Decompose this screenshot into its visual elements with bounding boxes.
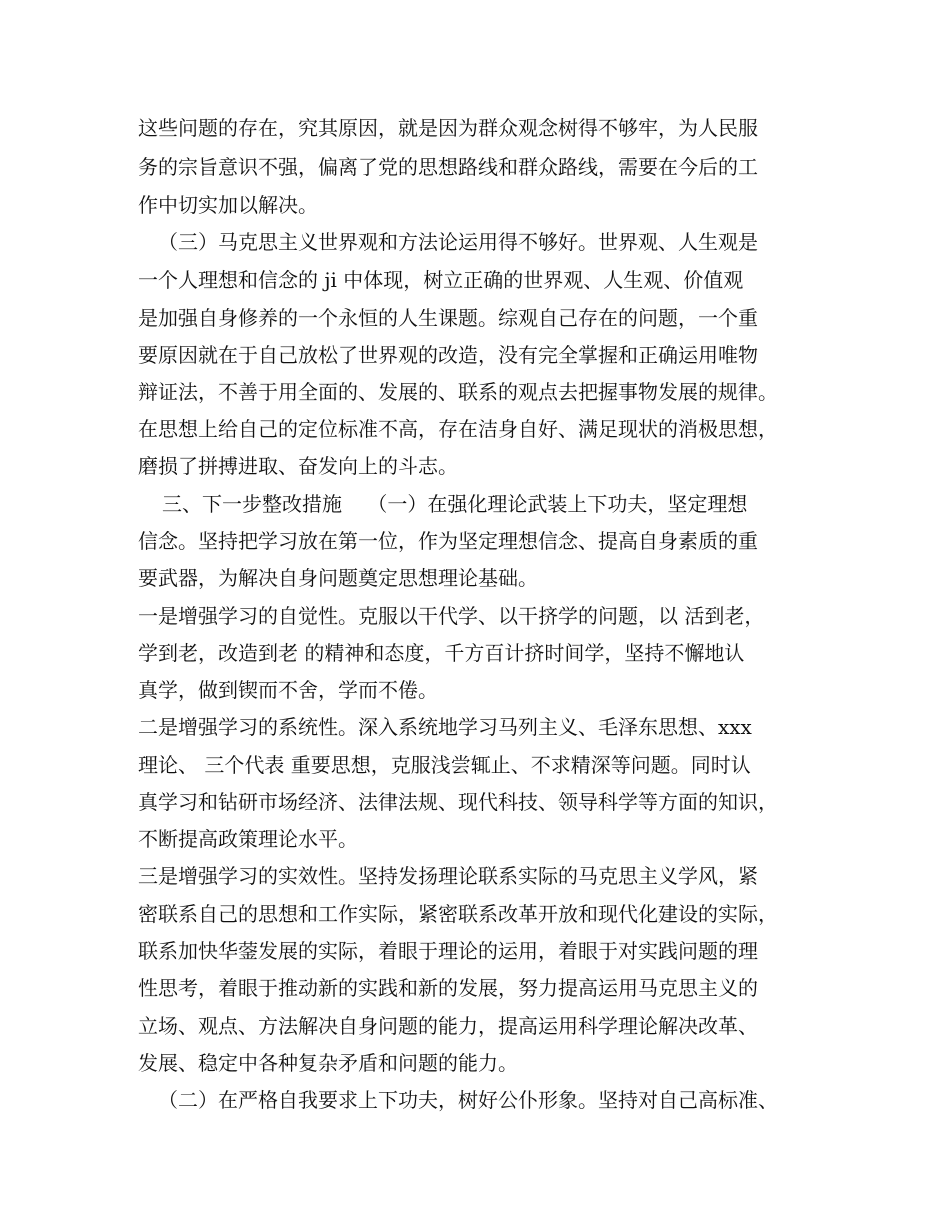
text-line: 理论、 三个代表 重要思想，克服浅尝辄止、不求精深等问题。同时认 bbox=[138, 753, 751, 777]
text-line: 这些问题的存在，究其原因，就是因为群众观念树得不够牢，为人民服 bbox=[138, 116, 758, 140]
text-line: 是加强自身修养的一个永恒的人生课题。综观自己存在的问题，一个重 bbox=[138, 306, 758, 330]
text-line: 真学，做到锲而不舍，学而不倦。 bbox=[138, 678, 438, 702]
text-line: 一个人理想和信念的 ji 中体现，树立正确的世界观、人生观、价值观 bbox=[138, 268, 744, 292]
text-line: 密联系自己的思想和工作实际，紧密联系改革开放和现代化建设的实际， bbox=[138, 902, 778, 926]
text-line: 信念。坚持把学习放在第一位，作为坚定理想信念、提高自身素质的重 bbox=[138, 529, 758, 553]
text-line: 一是增强学习的自觉性。克服以干代学、以干挤学的问题，以 活到老， bbox=[138, 604, 765, 628]
text-line: 联系加快华蓥发展的实际，着眼于理论的运用，着眼于对实践问题的理 bbox=[138, 939, 758, 963]
text-line: （二）在严格自我要求上下功夫，树好公仆形象。坚持对自己高标准、 bbox=[158, 1088, 778, 1112]
text-line: 务的宗旨意识不强，偏离了党的思想路线和群众路线，需要在今后的工 bbox=[138, 155, 758, 179]
text-line: 学到老，改造到老 的精神和态度，千方百计挤时间学，坚持不懈地认 bbox=[138, 641, 745, 665]
text-line: 辩证法，不善于用全面的、发展的、联系的观点去把握事物发展的规律。 bbox=[138, 380, 778, 404]
text-line: 三是增强学习的实效性。坚持发扬理论联系实际的马克思主义学风，紧 bbox=[138, 864, 758, 888]
text-line: 立场、观点、方法解决自身问题的能力，提高运用科学理论解决改革、 bbox=[138, 1014, 758, 1038]
text-line: 三、下一步整改措施 （一）在强化理论武装上下功夫，坚定理想 bbox=[162, 492, 748, 516]
text-line: 二是增强学习的系统性。深入系统地学习马列主义、毛泽东思想、xxx bbox=[138, 715, 752, 739]
text-line: 性思考，着眼于推动新的实践和新的发展，努力提高运用马克思主义的 bbox=[138, 976, 758, 1000]
text-line: 要原因就在于自己放松了世界观的改造，没有完全掌握和正确运用唯物 bbox=[138, 343, 758, 367]
text-line: （三）马克思主义世界观和方法论运用得不够好。世界观、人生观是 bbox=[158, 230, 758, 254]
text-line: 要武器，为解决自身问题奠定思想理论基础。 bbox=[138, 566, 538, 590]
text-line: 磨损了拼搏进取、奋发向上的斗志。 bbox=[138, 454, 458, 478]
text-line: 在思想上给自己的定位标准不高，存在洁身自好、满足现状的消极思想， bbox=[138, 417, 778, 441]
text-line: 不断提高政策理论水平。 bbox=[138, 827, 358, 851]
text-line: 真学习和钻研市场经济、法律法规、现代科技、领导科学等方面的知识， bbox=[138, 790, 778, 814]
text-line: 发展、稳定中各种复杂矛盾和问题的能力。 bbox=[138, 1051, 518, 1075]
text-line: 作中切实加以解决。 bbox=[138, 193, 318, 217]
